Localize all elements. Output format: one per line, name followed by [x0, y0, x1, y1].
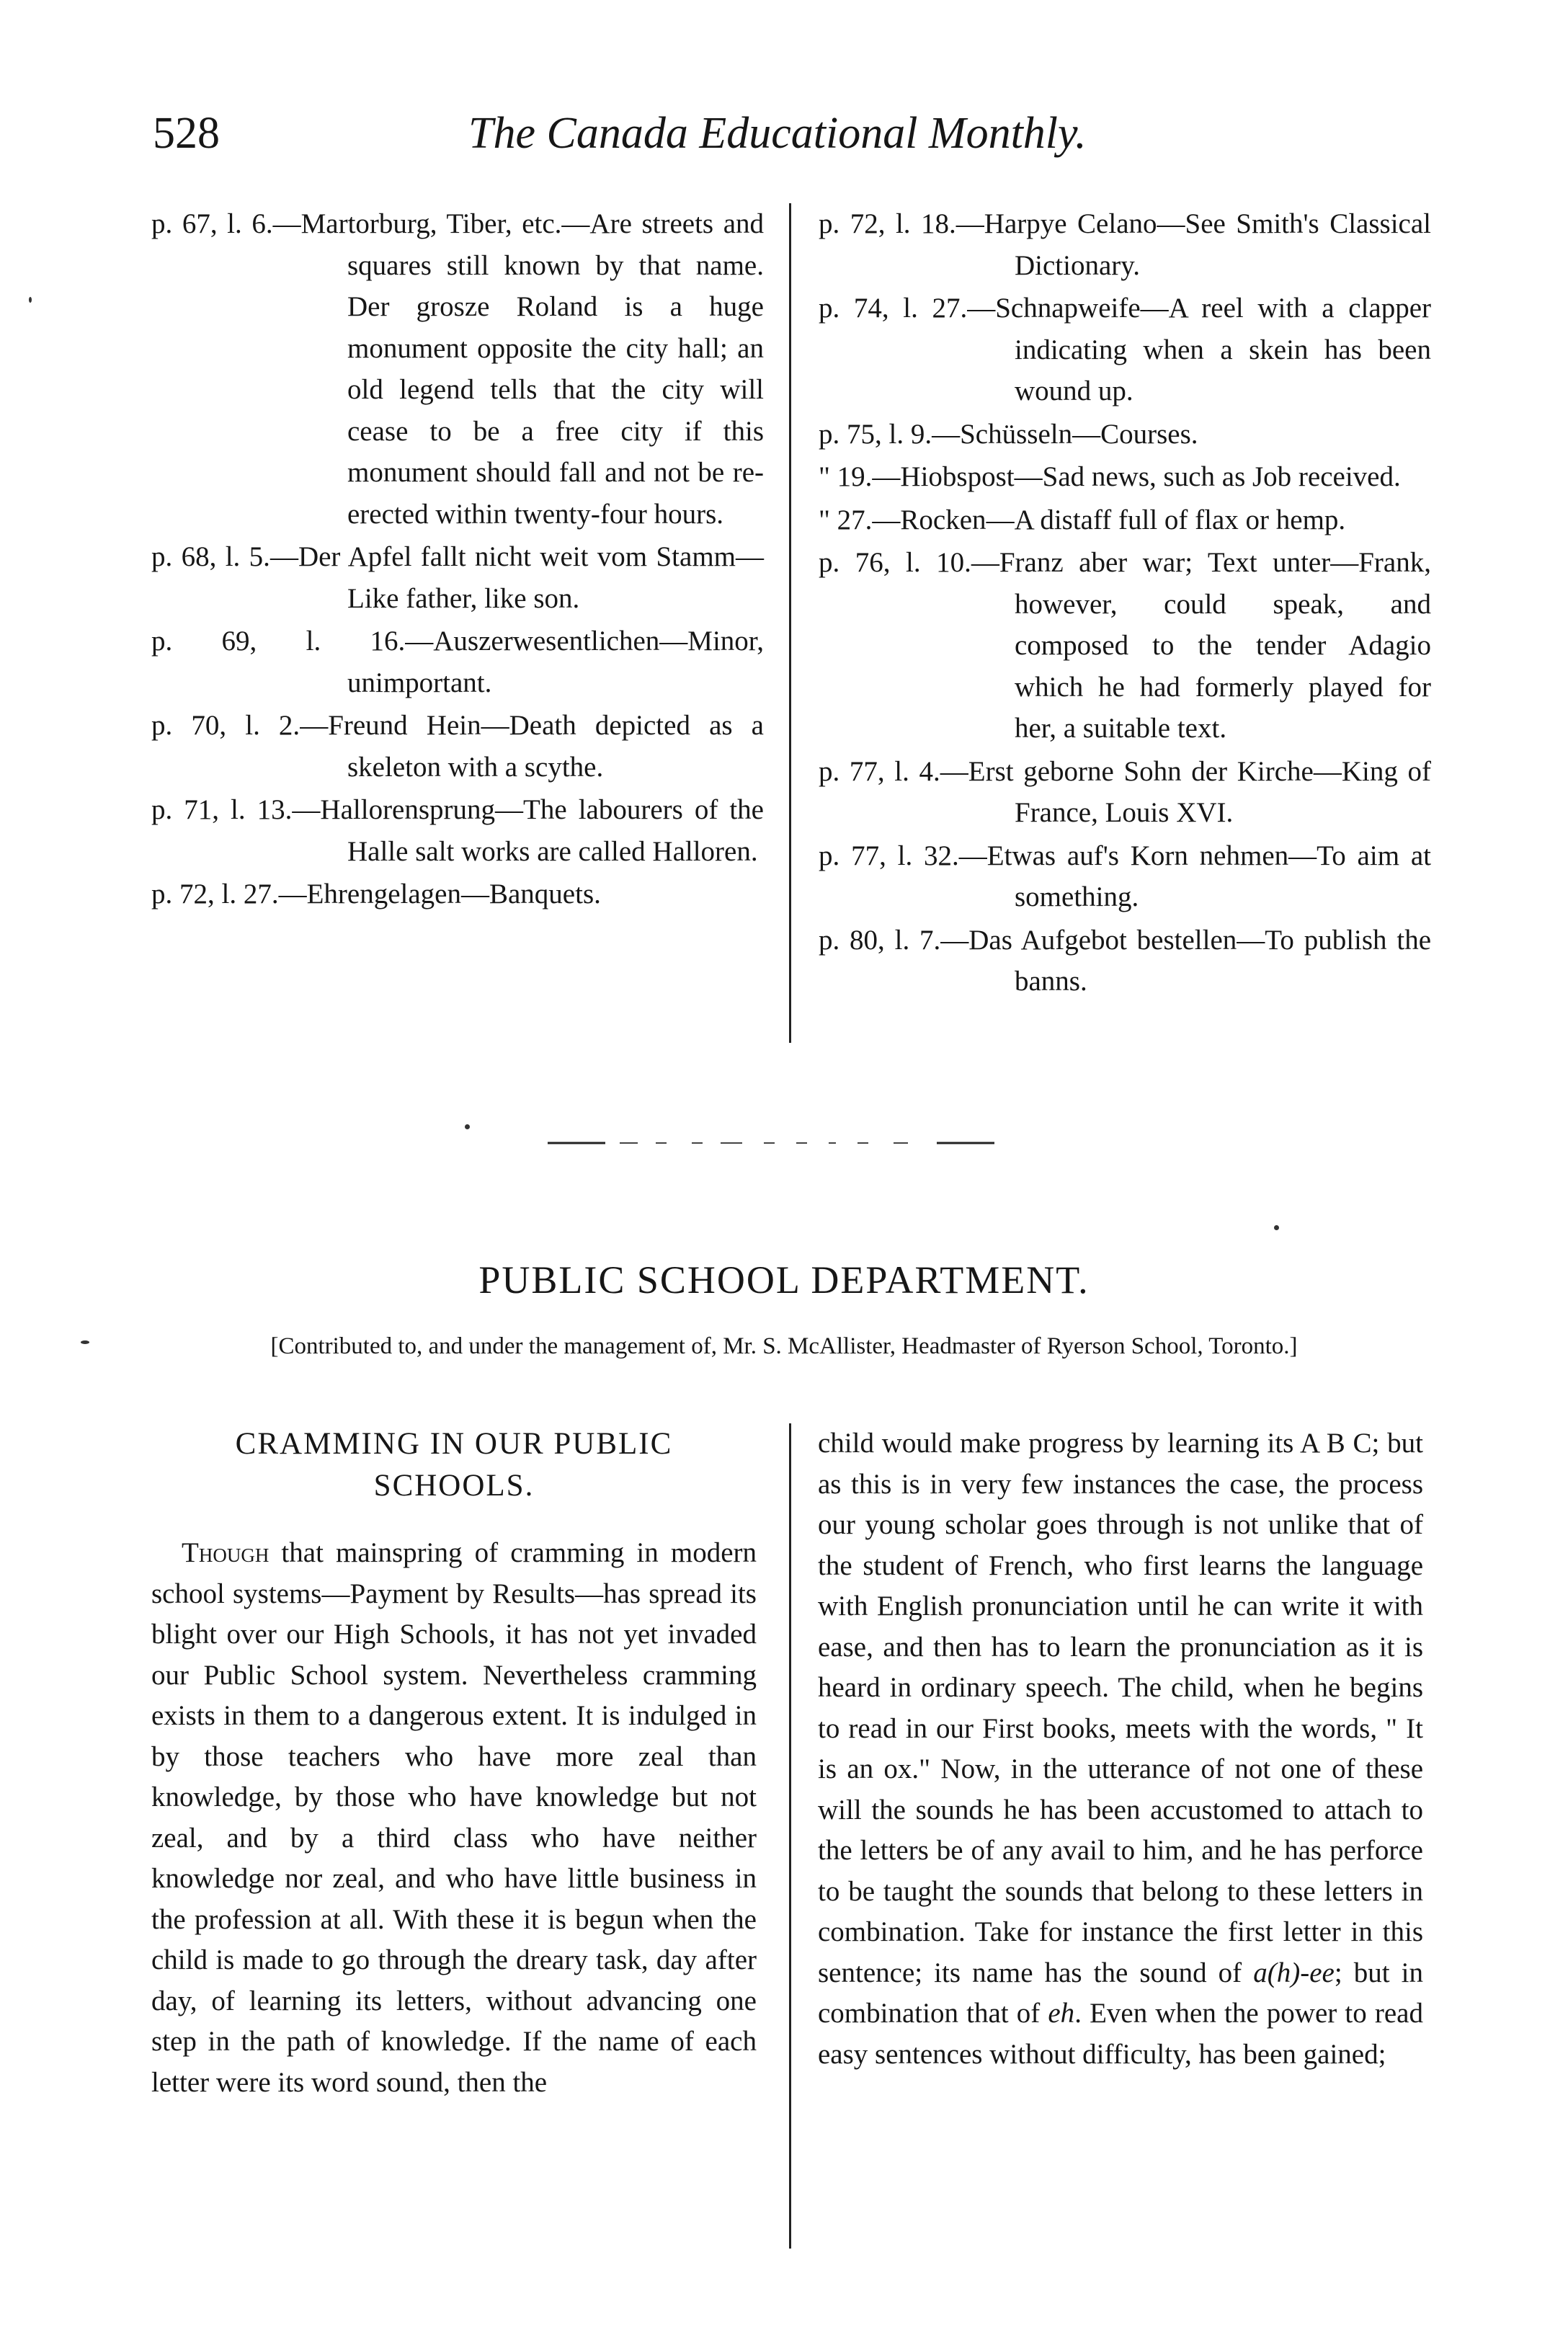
glossary-entry-line: p. 67, l. 6.—Martorburg, Tiber, etc.—Are streets and squares still known by that name. Der grosze Roland is a huge monument opposite the city hall; an old legend tells that the city will cease to be a free city if this monument should fall and not be re-erected within twenty-four hours. — [151, 208, 765, 530]
ink-speck — [29, 297, 32, 303]
glossary-reference: " 19. — [819, 461, 873, 492]
glossary-definition: To aim at something. — [1015, 840, 1431, 912]
glossary-reference: p. 77, l. 4. — [819, 755, 940, 787]
glossary-term: Erst geborne Sohn der Kirche — [968, 755, 1314, 787]
glossary-definition: Banquets. — [489, 879, 601, 910]
glossary-entry — [819, 414, 1431, 455]
glossary-term: Rocken — [900, 504, 986, 535]
article-right-column — [818, 1423, 1423, 2075]
glossary-term: Franz aber war; Text unter — [999, 547, 1331, 578]
department-heading: PUBLIC SCHOOL DEPARTMENT. — [478, 1258, 1090, 1302]
page-number: 528 — [153, 109, 220, 158]
glossary-column-rule — [789, 203, 791, 1043]
glossary-term: Ehrengelagen — [306, 879, 461, 910]
glossary-entry — [151, 789, 764, 872]
glossary-reference: p. 70, l. 2. — [151, 710, 300, 741]
glossary-entry — [819, 542, 1431, 750]
glossary-entry-line: p. 72, l. 27.—Ehrengelagen—Banquets. — [151, 879, 601, 910]
glossary-reference: p. 76, l. 10. — [819, 547, 971, 578]
glossary-term: Hiobspost — [900, 461, 1015, 492]
article-paragraph — [151, 1533, 757, 2103]
glossary-entry — [151, 203, 764, 535]
glossary-reference: p. 69, l. 16. — [151, 626, 406, 657]
glossary-definition: A reel with a clapper indicating when a skein has been wound up. — [1015, 293, 1431, 406]
article-left-column — [151, 1423, 757, 2103]
glossary-reference: p. 68, l. 5. — [151, 541, 270, 572]
glossary-definition: Courses. — [1100, 418, 1198, 450]
glossary-definition: See Smith's Classical Dictionary. — [1015, 208, 1431, 281]
glossary-entry-line: p. 71, l. 13.—Hallorensprung—The labourers of the Halle salt works are called Halloren. — [151, 794, 764, 867]
glossary-entry-line: p. 77, l. 4.—Erst geborne Sohn der Kirche—King of France, Louis XVI. — [819, 755, 1431, 828]
glossary-entry-line: p. 77, l. 32.—Etwas auf's Korn nehmen—To aim at something. — [819, 840, 1431, 912]
article-italic-1: a(h)-ee — [1253, 1957, 1335, 1988]
article-column-rule — [789, 1423, 791, 2249]
glossary-term: Der Apfel fallt nicht weit vom Stamm — [298, 541, 736, 572]
article-right-text-2: ; but in combination that of — [818, 1957, 1423, 2029]
glossary-reference: p. 72, l. 27. — [151, 879, 279, 910]
glossary-entry — [151, 873, 764, 915]
glossary-entry — [151, 705, 764, 788]
glossary-entry — [819, 835, 1431, 918]
glossary-entry — [819, 920, 1431, 1002]
glossary-definition: Death depicted as a skeleton with a scythe. — [347, 710, 764, 783]
glossary-reference: p. 77, l. 32. — [819, 840, 959, 871]
glossary-term: Auszerwesentlichen — [433, 626, 660, 657]
glossary-entry — [819, 751, 1431, 834]
glossary-term: Schnapweife — [995, 293, 1141, 324]
article-right-text-3: . Even when the power to read easy sentences without difficulty, has been gained; — [818, 1998, 1423, 2070]
glossary-reference: p. 71, l. 13. — [151, 794, 293, 825]
glossary-term: Martorburg, Tiber, etc. — [300, 208, 562, 239]
glossary-entry-line: p. 69, l. 16.—Auszerwesentlichen—Minor, unimportant. — [151, 626, 764, 698]
glossary-entry-line: p. 70, l. 2.—Freund Hein—Death depicted as a skeleton with a scythe. — [151, 710, 764, 783]
journal-title: The Canada Educational Monthly. — [468, 109, 1087, 158]
article-first-word: Though — [182, 1537, 270, 1568]
glossary-entry-line: p. 72, l. 18.—Harpye Celano—See Smith's Classical Dictionary. — [819, 208, 1431, 281]
glossary-term: Harpye Celano — [984, 208, 1157, 239]
glossary-reference: p. 72, l. 18. — [819, 208, 956, 239]
contributor-note: [Contributed to, and under the management of, Mr. S. McAllister, Headmaster of Ryerson School, Toronto.] — [270, 1333, 1298, 1359]
glossary-reference: p. 80, l. 7. — [819, 924, 941, 956]
glossary-definition: A distaff full of flax or hemp. — [1014, 504, 1346, 535]
glossary-reference: p. 74, l. 27. — [819, 293, 968, 324]
glossary-entry-line: p. 74, l. 27.—Schnapweife—A reel with a clapper indicating when a skein has been wound up. — [819, 293, 1431, 406]
glossary-definition: Minor, unimportant. — [347, 626, 764, 698]
article-title: CRAMMING IN OUR PUBLIC SCHOOLS. — [235, 1427, 673, 1503]
article-paragraph-continued — [818, 1423, 1423, 2075]
glossary-definition: To publish the banns. — [1015, 924, 1432, 997]
glossary-definition: King of France, Louis XVI. — [1015, 755, 1431, 828]
glossary-entry-line: " 19.—Hiobspost—Sad news, such as Job received. — [819, 461, 1401, 492]
glossary-term: Schüsseln — [960, 418, 1073, 450]
glossary-term: Freund Hein — [328, 710, 481, 741]
glossary-entry — [151, 621, 764, 703]
glossary-entry-line: p. 80, l. 7.—Das Aufgebot bestellen—To publish the banns. — [819, 924, 1432, 997]
article-italic-2: eh — [1048, 1998, 1075, 2029]
glossary-reference: p. 75, l. 9. — [819, 418, 932, 450]
glossary-entry — [819, 288, 1431, 412]
glossary-reference: p. 67, l. 6. — [151, 208, 273, 239]
ink-speck — [1274, 1225, 1279, 1230]
glossary-entry — [151, 536, 764, 619]
glossary-entry — [819, 499, 1431, 541]
glossary-entry-line: p. 68, l. 5.—Der Apfel fallt nicht weit vom Stamm—Like father, like son. — [151, 541, 764, 614]
glossary-right-column — [819, 203, 1431, 1004]
glossary-definition: The labourers of the Halle salt works are called Halloren. — [347, 794, 764, 867]
glossary-entry-line: p. 76, l. 10.—Franz aber war; Text unter—Frank, however, could speak, and composed to the tender Adagio which he had formerly played for her, a suitable text. — [819, 547, 1431, 744]
glossary-left-column — [151, 203, 764, 917]
glossary-definition: Are streets and squares still known by that name. Der grosze Roland is a huge monument opposite the city hall; an old legend tells that the city will cease to be a free city if this monument should fall and not be re-erected within twenty-four hours. — [347, 208, 765, 530]
glossary-term: Etwas auf's Korn nehmen — [986, 840, 1289, 871]
glossary-entry-line: p. 75, l. 9.—Schüsseln—Courses. — [819, 418, 1198, 450]
glossary-definition: Frank, however, could speak, and composed to the tender Adagio which he had formerly played for her, a suitable text. — [1015, 547, 1431, 744]
ink-speck — [465, 1124, 470, 1129]
glossary-term: Hallorensprung — [320, 794, 496, 825]
section-divider-ornament — [548, 1139, 994, 1147]
glossary-definition: Sad news, such as Job received. — [1042, 461, 1401, 492]
article-right-text-1: child would make progress by learning its A B C; but as this is in very few instances the case, the process our young scholar goes through is not unlike that of the student of French, who first learns the language with English pronunciation until he can write it with ease, and then has to learn the pronunciation as it is heard in ordinary speech. The child, when he begins to read in our First books, meets with the words, " It is an ox." Now, in the utterance of not one of these will the sounds he has been accustomed to attach to the letters be of any avail to him, and he has perforce to be taught the sounds that belong to these letters in combination. Take for instance the first letter in this sentence; its name has the sound of — [818, 1428, 1423, 1988]
glossary-entry-line: " 27.—Rocken—A distaff full of flax or hemp. — [819, 504, 1346, 535]
glossary-entry — [819, 456, 1431, 498]
glossary-entry — [819, 203, 1431, 286]
glossary-reference: " 27. — [819, 504, 873, 535]
article-left-text: that mainspring of cramming in modern school systems—Payment by Results—has spread its blight over our High Schools, it has not yet invaded our Public School system. Nevertheless cramming exists in them to a dangerous extent. It is indulged in by those teachers who have more zeal than knowledge, by those who have knowledge but not zeal, and by a third class who have neither knowledge nor zeal, and who have little business in the profession at all. With these it is begun when the child is made to go through the dreary task, day after day, of learning its letters, without advancing one step in the path of knowledge. If the name of each letter were its word sound, then the — [151, 1537, 757, 2098]
glossary-term: Das Aufgebot bestellen — [968, 924, 1237, 956]
glossary-definition: Like father, like son. — [347, 582, 580, 614]
